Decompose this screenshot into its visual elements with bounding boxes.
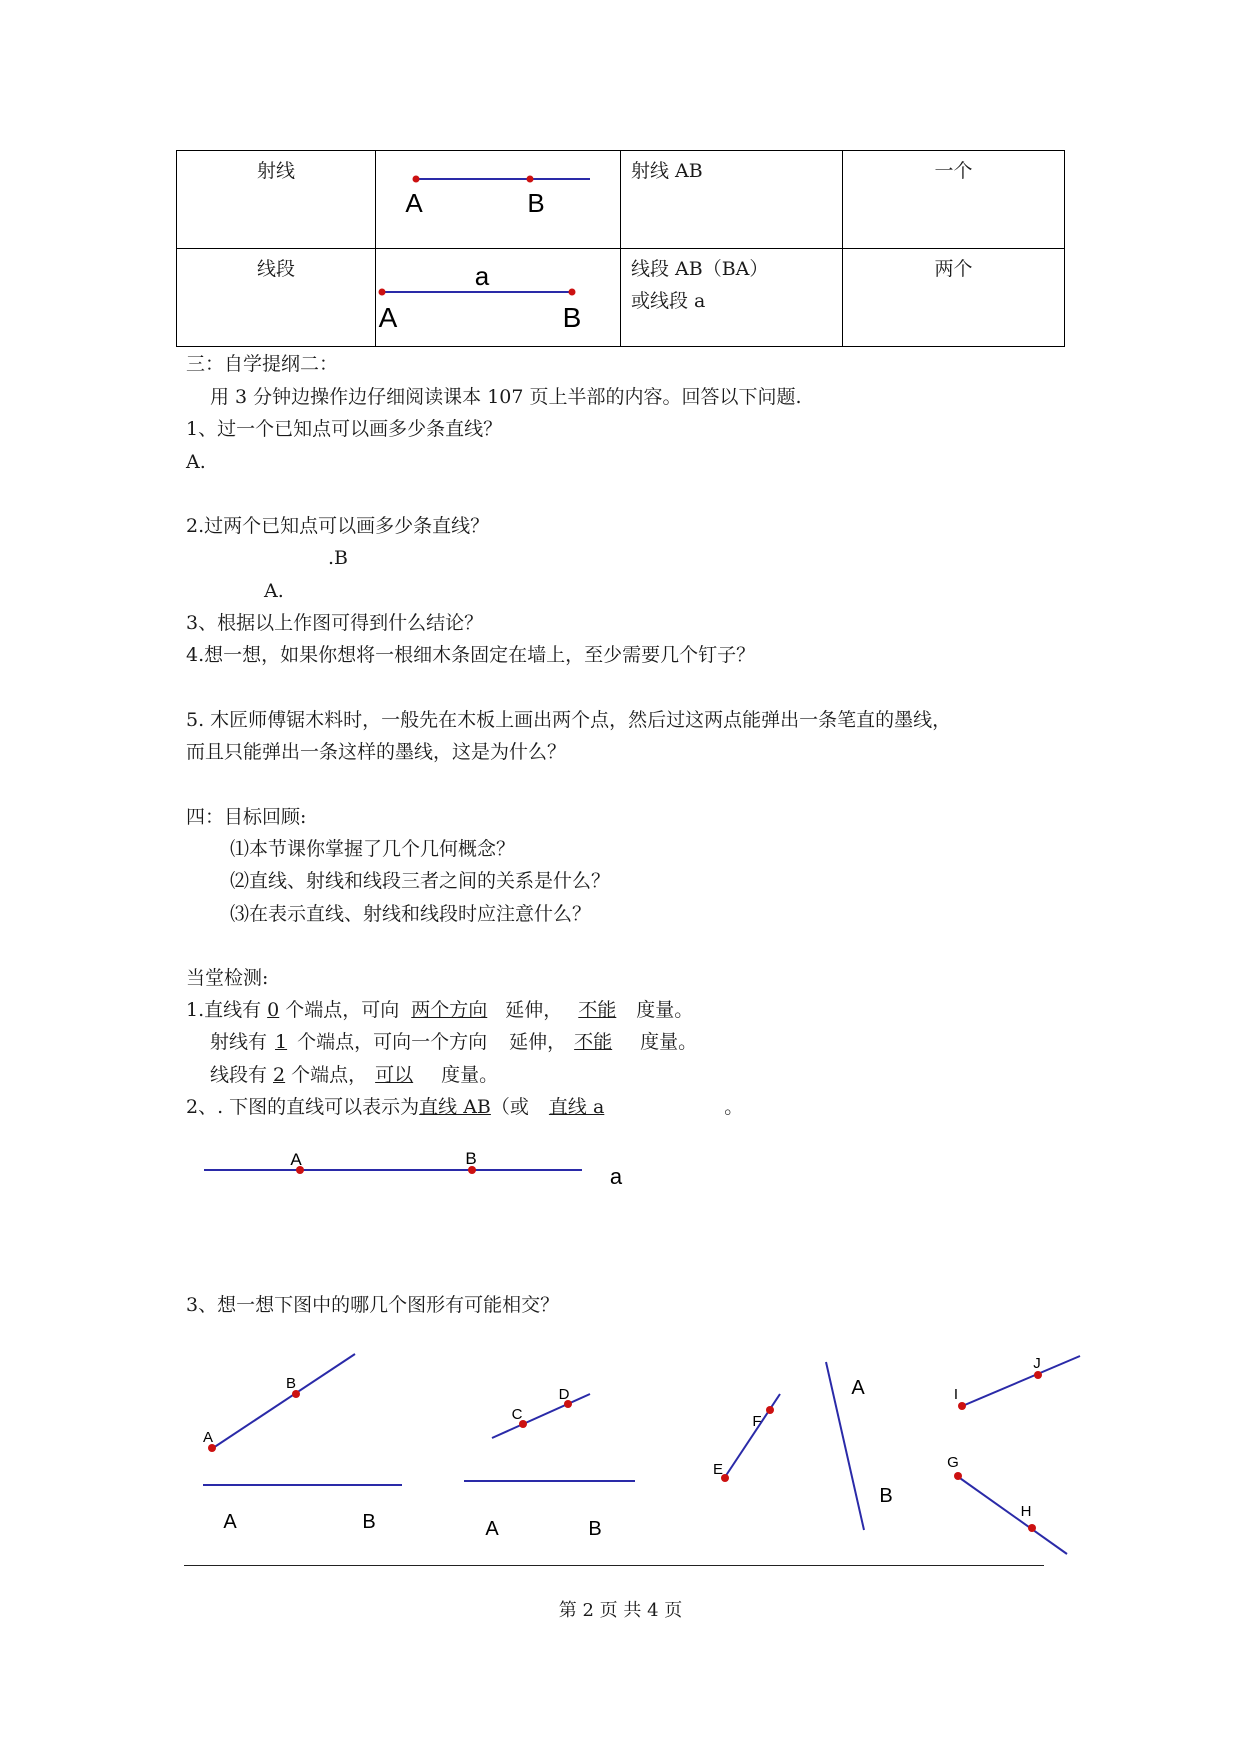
svg-text:E: E (712, 1461, 724, 1478)
svg-text:A: A (485, 1518, 499, 1540)
notation-line: 线段 AB（BA） (631, 258, 769, 280)
question-2: 2.过两个已知点可以画多少条直线？ (186, 515, 490, 537)
ray-figure (376, 151, 621, 249)
segment-figure (376, 249, 621, 347)
svg-text:D: D (558, 1386, 570, 1403)
review-item: ⑵直线、射线和线段三者之间的关系是什么？ (230, 870, 611, 892)
check-line-2: 射线有 1 个端点，可向一个方向 延伸， 不能 度量。 (210, 1031, 698, 1053)
question-intersect: 3、想一想下图中的哪几个图形有可能相交？ (186, 1294, 560, 1316)
svg-text:B: B (588, 1518, 602, 1540)
notation-cell (621, 249, 843, 347)
svg-text:B: B (362, 1511, 376, 1533)
line-label: a (609, 1164, 623, 1189)
point-b-marker: .B (328, 547, 349, 569)
check-line-4: 2、. 下图的直线可以表示为直线 AB（或 直线 a 。 (186, 1096, 744, 1118)
intersection-figures (0, 1330, 1241, 1570)
review-item: ⑶在表示直线、射线和线段时应注意什么？ (230, 903, 592, 925)
notation-cell (621, 151, 843, 249)
question-3: 3、根据以上作图可得到什么结论？ (186, 612, 484, 634)
point-a (413, 176, 420, 183)
point-b-label: B (465, 1149, 477, 1168)
endpoint-count: 两个 (843, 249, 1065, 347)
point-a-marker: A. (264, 580, 284, 602)
row-name: 射线 (177, 151, 376, 249)
question-4: 4.想一想，如果你想将一根细木条固定在墙上，至少需要几个钉子？ (186, 644, 756, 666)
check-heading: 当堂检测: (186, 967, 269, 989)
point-b (569, 289, 576, 296)
point-a-label: A (405, 188, 423, 218)
definitions-table (176, 150, 1065, 347)
point-b (527, 176, 534, 183)
figure-2 (464, 1386, 635, 1540)
svg-text:C: C (511, 1406, 523, 1423)
svg-text:A: A (202, 1429, 214, 1446)
page-number: 第 2 页 共 4 页 (558, 1600, 683, 1621)
point-a-label: A (290, 1150, 302, 1169)
svg-text:H: H (1020, 1503, 1032, 1520)
point-g (954, 1472, 962, 1480)
point-b-label: B (562, 302, 582, 333)
question-1: 1、过一个已知点可以画多少条直线？ (186, 418, 503, 440)
notation-line: 或线段 a (631, 290, 706, 312)
figure-1 (203, 1354, 402, 1533)
notation-line: 射线 AB (631, 160, 703, 182)
point-a-marker: A. (186, 451, 206, 473)
check-line-1: 1.直线有 0 个端点，可向 两个方向 延伸， 不能 度量。 (186, 999, 694, 1021)
svg-text:F: F (752, 1413, 762, 1430)
figure-4 (947, 1355, 1080, 1554)
point-a-label: A (378, 302, 398, 333)
svg-text:B: B (879, 1485, 893, 1507)
section4-heading: 四：目标回顾: (186, 806, 307, 828)
svg-text:J: J (1033, 1355, 1041, 1372)
section3-intro: 用 3 分钟边操作边仔细阅读课本 107 页上半部的内容。回答以下问题. (210, 386, 802, 408)
table-row-ray (177, 151, 1065, 249)
endpoint-count: 一个 (843, 151, 1065, 249)
point-b-label: B (527, 188, 545, 218)
question-5: 5. 木匠师傅锯木料时，一般先在木板上画出两个点，然后过这两点能弹出一条笔直的墨线， (186, 709, 952, 731)
point-a (379, 289, 386, 296)
figure-3 (713, 1362, 893, 1530)
svg-text:A: A (851, 1377, 865, 1399)
section3-heading: 三：自学提纲二： (186, 353, 339, 375)
point-f (766, 1406, 774, 1414)
table-row-segment (177, 249, 1065, 347)
svg-text:G: G (947, 1454, 959, 1471)
check-line-3: 线段有 2 个端点， 可以 度量。 (210, 1064, 499, 1086)
point-i (958, 1402, 966, 1410)
line-figure (196, 1140, 636, 1200)
footer-divider (184, 1565, 1044, 1566)
segment-label: a (474, 261, 490, 291)
question-5-cont: 而且只能弹出一条这样的墨线，这是为什么？ (186, 741, 567, 763)
svg-text:I: I (953, 1386, 959, 1403)
row-name: 线段 (177, 249, 376, 347)
svg-text:A: A (223, 1511, 237, 1533)
point-h (1028, 1524, 1036, 1532)
review-item: ⑴本节课你掌握了几个几何概念？ (230, 838, 516, 860)
point-j (1034, 1371, 1042, 1379)
svg-text:B: B (285, 1375, 297, 1392)
